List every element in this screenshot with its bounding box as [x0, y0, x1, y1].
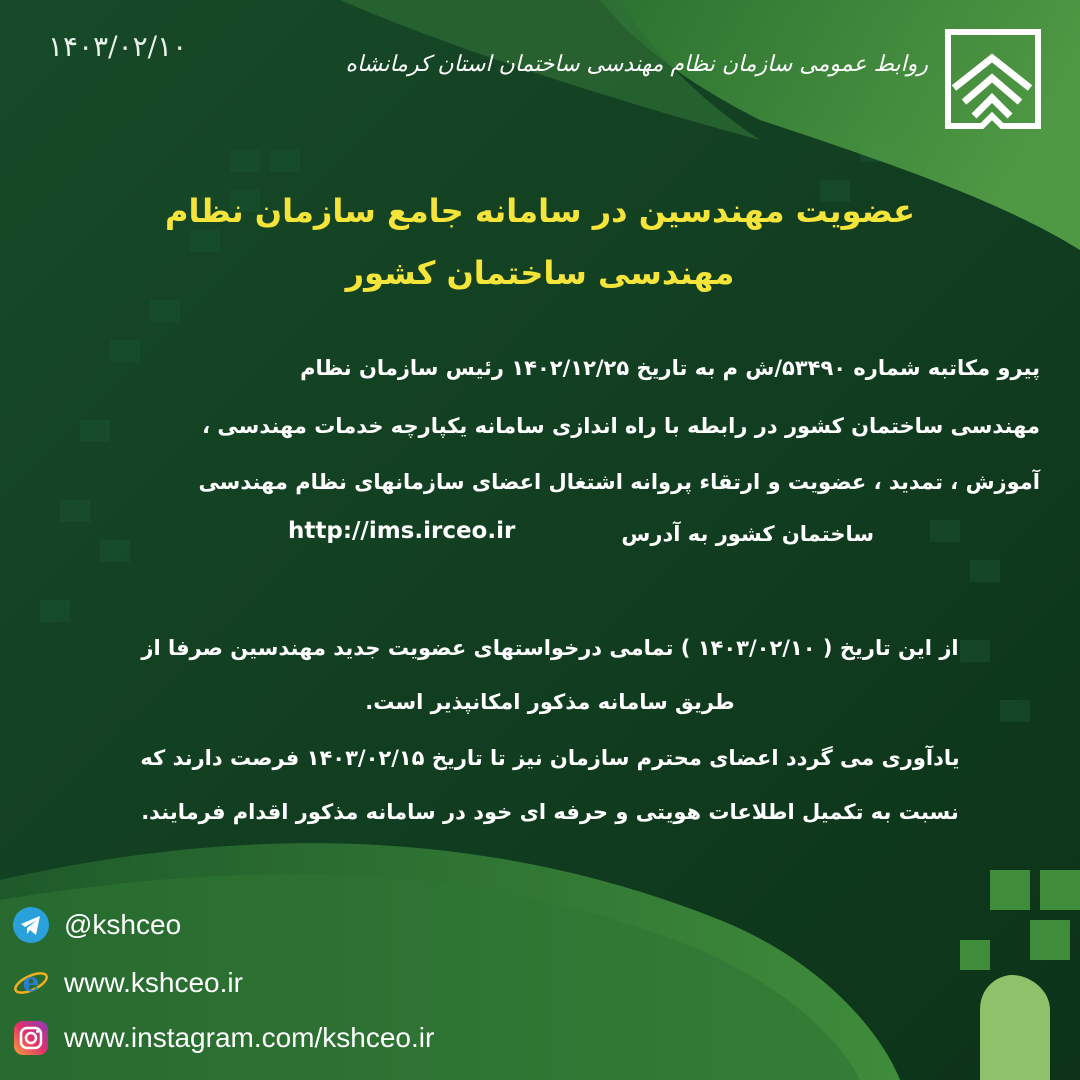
paragraph-3-line-1: یادآوری می گردد اعضای محترم سازمان نیز تا تاریخ ۱۴۰۳/۰۲/۱۵ فرصت دارند که: [140, 746, 960, 770]
telegram-icon: [12, 906, 50, 944]
organization-name: روابط عمومی سازمان نظام مهندسی ساختمان استان کرمانشاه: [345, 52, 928, 77]
instagram-icon: [12, 1019, 50, 1057]
ims-url-link[interactable]: http://ims.irceo.ir: [288, 518, 516, 544]
paragraph-1-line-4: ساختمان کشور به آدرس: [621, 522, 874, 546]
paragraph-1-line-1: پیرو مکاتبه شماره ۵۳۴۹۰/ش م به تاریخ ۱۴۰۲/۱۲/۲۵ رئیس سازمان نظام: [300, 356, 1040, 380]
internet-explorer-icon: [12, 964, 50, 1002]
page-title-line-1: عضویت مهندسین در سامانه جامع سازمان نظام: [164, 192, 916, 230]
instagram-url: www.instagram.com/kshceo.ir: [64, 1022, 435, 1053]
paragraph-1-line-2: مهندسی ساختمان کشور در رابطه با راه اندازی سامانه یکپارچه خدمات مهندسی ،: [202, 414, 1040, 438]
svg-text:e: e: [22, 968, 40, 998]
paragraph-2-line-2: طریق سامانه مذکور امکانپذیر است.: [365, 690, 735, 714]
contact-telegram[interactable]: [12, 905, 181, 945]
paragraph-1-line-3: آموزش ، تمدید ، عضویت و ارتقاء پروانه اشتغال اعضای سازمانهای نظام مهندسی: [198, 470, 1040, 494]
contact-instagram[interactable]: [12, 1018, 434, 1058]
page-title-line-2: مهندسی ساختمان کشور: [345, 254, 735, 292]
date-label: ۱۴۰۳/۰۲/۱۰: [48, 30, 188, 63]
paragraph-2-line-1: از این تاریخ ( ۱۴۰۳/۰۲/۱۰ ) تمامی درخواستهای عضویت جدید مهندسین صرفا از: [141, 636, 959, 660]
contact-website[interactable]: [12, 963, 243, 1003]
website-url: www.kshceo.ir: [64, 967, 243, 998]
telegram-handle: @kshceo: [64, 909, 182, 940]
paragraph-3-line-2: نسبت به تکمیل اطلاعات هویتی و حرفه ای خود در سامانه مذکور اقدام فرمایند.: [141, 800, 959, 824]
organization-logo-icon: [942, 28, 1042, 130]
